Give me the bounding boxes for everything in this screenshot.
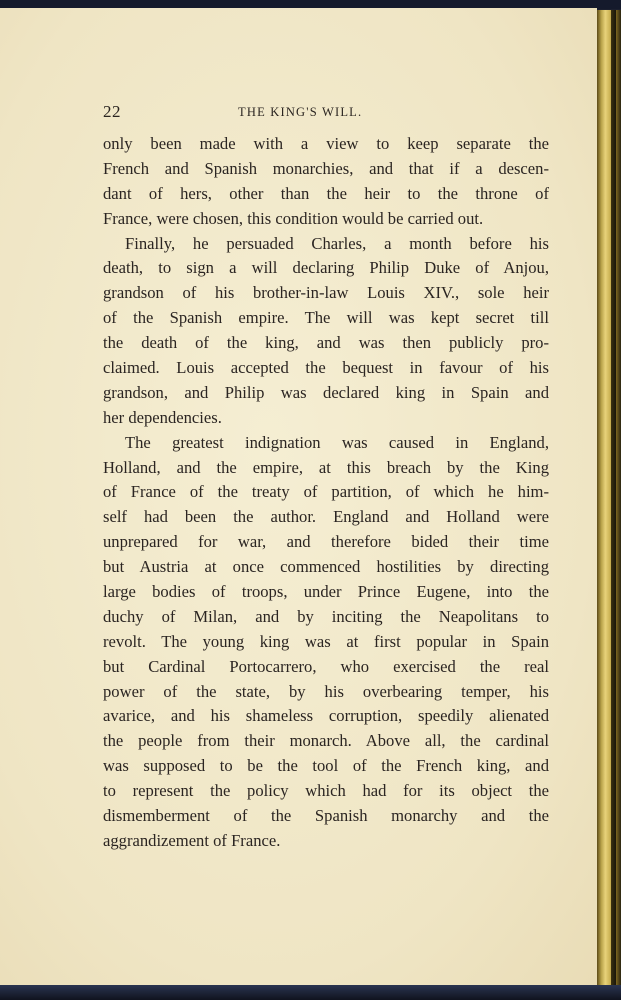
text-line: the people from their monarch. Above all, the cardinal bbox=[103, 731, 549, 751]
text-line: was supposed to be the tool of the French king, and bbox=[103, 756, 549, 776]
page-header bbox=[103, 102, 549, 124]
text-line: her dependencies. bbox=[103, 407, 222, 427]
text-line: death, to sign a will declaring Philip Duke of Anjou, bbox=[103, 258, 549, 278]
text-line: aggrandizement of France. bbox=[103, 830, 281, 850]
text-line: the death of the king, and was then publicly pro- bbox=[103, 333, 549, 353]
text-line: large bodies of troops, under Prince Eugene, into the bbox=[103, 582, 549, 602]
text-line: power of the state, by his overbearing temper, his bbox=[103, 681, 549, 701]
text-line: to represent the policy which had for its object the bbox=[103, 781, 549, 801]
book-binding-edge bbox=[597, 10, 621, 990]
text-line: unprepared for war, and therefore bided their time bbox=[103, 532, 549, 552]
text-line: Holland, and the empire, at this breach by the King bbox=[103, 457, 549, 477]
scan-bottom-edge bbox=[0, 985, 621, 1000]
text-line: self had been the author. England and Holland were bbox=[103, 507, 549, 527]
paragraph bbox=[103, 132, 549, 232]
text-line: of the Spanish empire. The will was kept secret till bbox=[103, 308, 549, 328]
text-line: The greatest indignation was caused in England, bbox=[125, 432, 549, 452]
text-line: Finally, he persuaded Charles, a month before his bbox=[125, 233, 549, 253]
text-line: duchy of Milan, and by inciting the Neapolitans to bbox=[103, 606, 549, 626]
text-line: French and Spanish monarchies, and that if a descen- bbox=[103, 158, 549, 178]
body-text bbox=[103, 132, 549, 854]
text-line: avarice, and his shameless corruption, speedily alienated bbox=[103, 706, 549, 726]
paragraph bbox=[103, 232, 549, 431]
text-line: but Cardinal Portocarrero, who exercised the real bbox=[103, 656, 549, 676]
running-title: THE KING'S WILL. bbox=[238, 105, 363, 119]
text-line: claimed. Louis accepted the bequest in favour of his bbox=[103, 358, 549, 378]
paragraph bbox=[103, 431, 549, 854]
text-line: France, were chosen, this condition would be carried out. bbox=[103, 208, 484, 228]
text-line: but Austria at once commenced hostilities by directing bbox=[103, 557, 549, 577]
text-line: only been made with a view to keep separate the bbox=[103, 134, 549, 153]
text-line: of France of the treaty of partition, of which he him- bbox=[103, 482, 549, 502]
text-line: revolt. The young king was at first popular in Spain bbox=[103, 631, 549, 651]
page-number: 22 bbox=[103, 102, 121, 121]
text-line: dismemberment of the Spanish monarchy and the bbox=[103, 806, 549, 826]
text-line: dant of hers, other than the heir to the throne of bbox=[103, 183, 549, 203]
text-line: grandson, and Philip was declared king in Spain and bbox=[103, 382, 549, 402]
text-line: grandson of his brother-in-law Louis XIV., sole heir bbox=[103, 283, 549, 303]
